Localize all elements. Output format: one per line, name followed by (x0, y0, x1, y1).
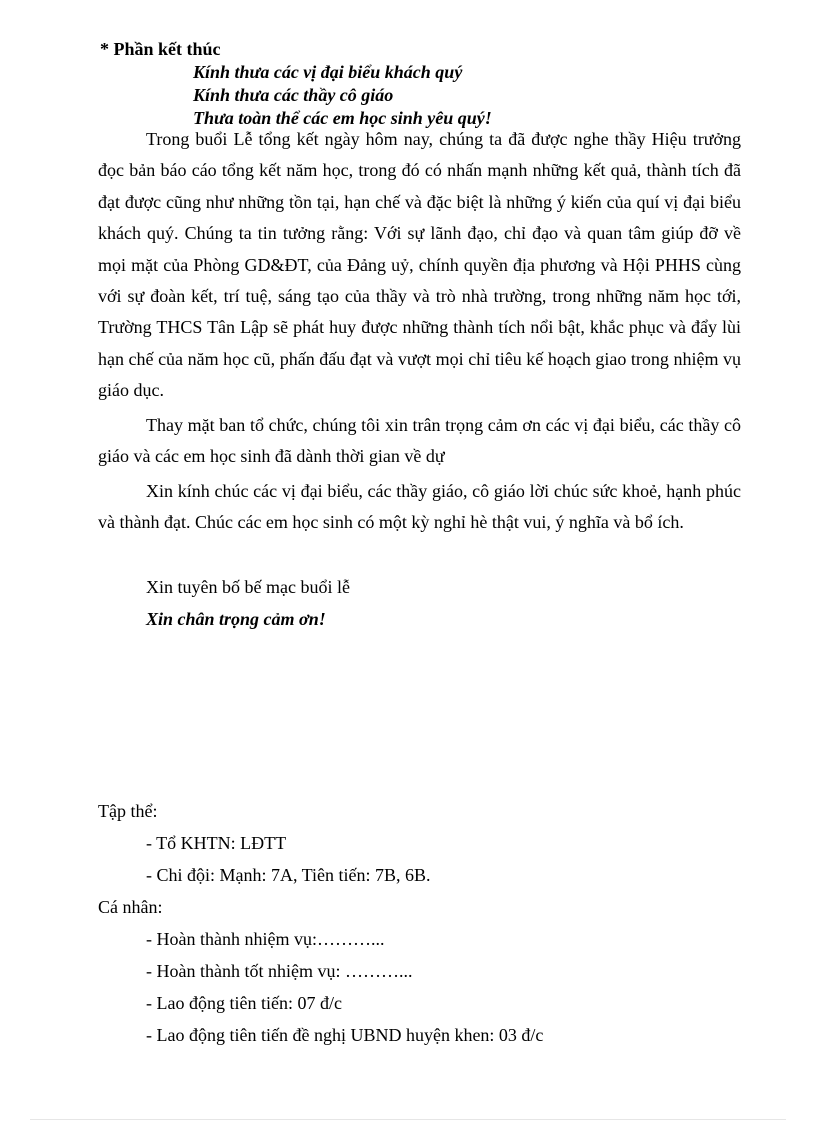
collective-item: - Tổ KHTN: LĐTT (146, 833, 287, 853)
individual-item: - Lao động tiên tiến: 07 đ/c (146, 993, 342, 1013)
closing-thanks: Xin chân trọng cảm ơn! (146, 609, 326, 629)
section-heading: * Phần kết thúc (100, 39, 221, 59)
wishes-paragraph (98, 476, 741, 539)
individual-label: Cá nhân: (98, 897, 163, 917)
paragraph-text: Trong buổi Lễ tổng kết ngày hôm nay, chúng ta đã được nghe thầy Hiệu trưởng đọc bản báo cáo tổng kết năm học, trong đó có nhấn mạnh những kết quả, thành tích đã đạt được cũng như những tồn tại, hạn chế và đặc biệt là những ý kiến của quí vị đại biểu khách quý. Chúng ta tin tưởng rằng: Với sự lãnh đạo, chỉ đạo và quan tâm giúp đỡ về mọi mặt của Phòng GD&ĐT, của Đảng uỷ, chính quyền địa phương và Hội PHHS cùng với sự đoàn kết, trí tuệ, sáng tạo của thầy và trò nhà trường, trong những năm học tới, Trường THCS Tân Lập sẽ phát huy được những thành tích nổi bật, khắc phục và đẩy lùi hạn chế của năm học cũ, phấn đấu đạt và vượt mọi chỉ tiêu kế hoạch giao trong nhiệm vụ giáo dục. (98, 129, 741, 401)
greeting-teachers: Kính thưa các thầy cô giáo (193, 85, 394, 105)
closing-paragraph-summary (98, 124, 741, 407)
paragraph-text: Xin kính chúc các vị đại biểu, các thầy giáo, cô giáo lời chúc sức khoẻ, hạnh phúc và thành đạt. Chúc các em học sinh có một kỳ nghỉ hè thật vui, ý nghĩa và bổ ích. (98, 481, 741, 533)
individual-item: - Hoàn thành tốt nhiệm vụ: ………... (146, 961, 413, 981)
collective-label: Tập thể: (98, 801, 158, 821)
greeting-students: Thưa toàn thể các em học sinh yêu quý! (193, 108, 492, 128)
collective-item: - Chi đội: Mạnh: 7A, Tiên tiến: 7B, 6B. (146, 865, 431, 885)
paragraph-text: Thay mặt ban tổ chức, chúng tôi xin trân trọng cảm ơn các vị đại biểu, các thầy cô giáo và các em học sinh đã dành thời gian về dự (98, 415, 741, 467)
greeting-guests: Kính thưa các vị đại biểu khách quý (193, 62, 463, 82)
closing-announcement: Xin tuyên bố bế mạc buổi lễ (146, 577, 350, 597)
page-bottom-divider (30, 1119, 786, 1120)
thanks-paragraph (98, 410, 741, 473)
individual-item: - Lao động tiên tiến đề nghị UBND huyện khen: 03 đ/c (146, 1025, 544, 1045)
individual-item: - Hoàn thành nhiệm vụ:………... (146, 929, 385, 949)
